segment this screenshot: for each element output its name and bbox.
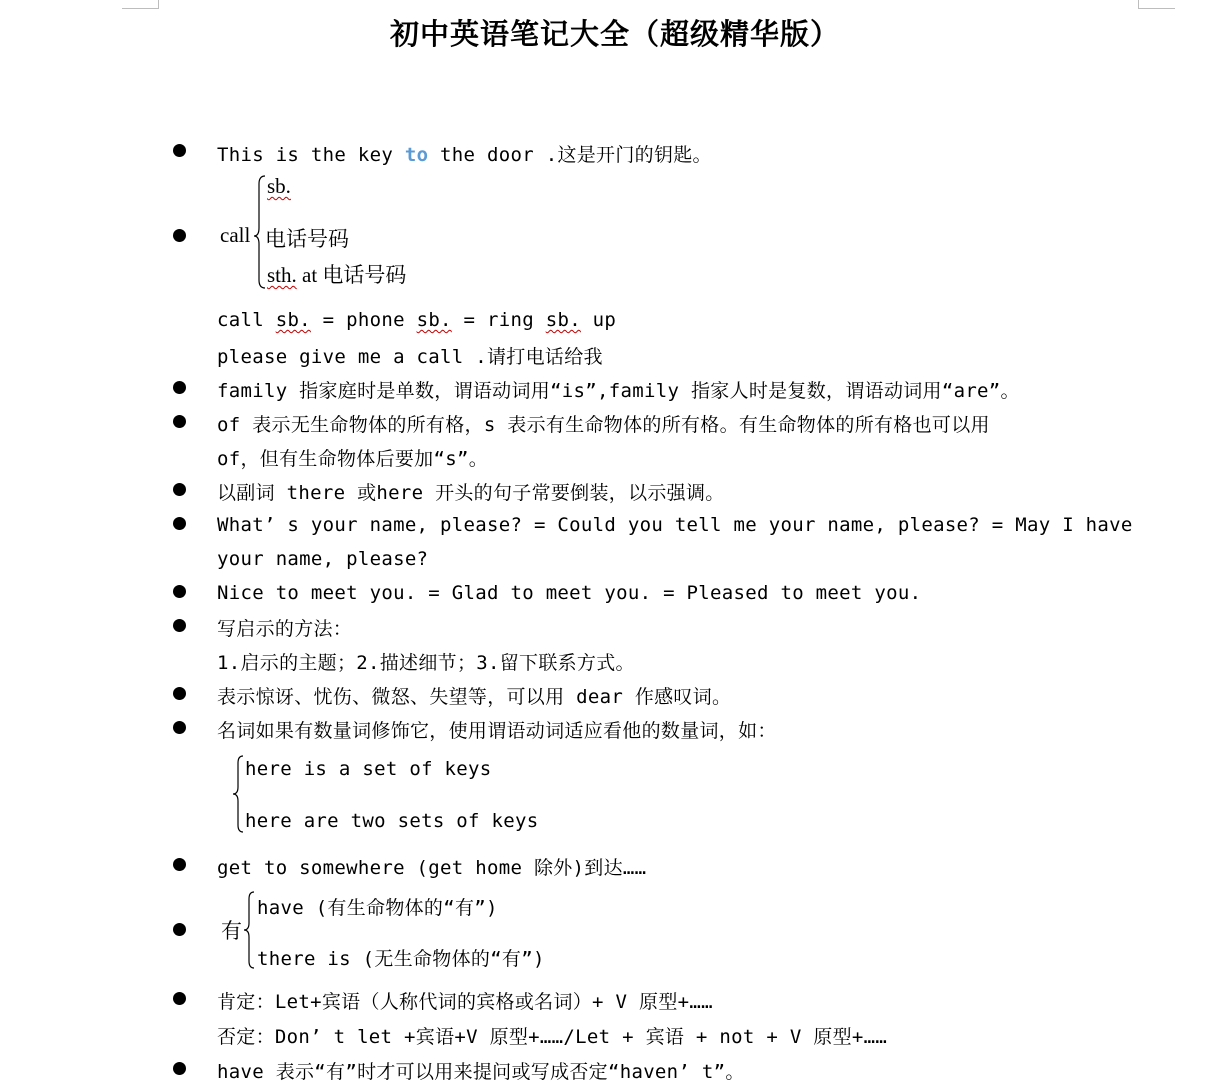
call-eq-text: = ring — [451, 309, 546, 331]
keys-example-plural: here are two sets of keys — [245, 810, 539, 832]
key-sentence-after: the door .这是开门的钥匙。 — [428, 144, 712, 166]
page-corner-mark-right — [1138, 0, 1175, 9]
keys-example-singular: here is a set of keys — [245, 758, 492, 780]
bullet — [173, 229, 186, 242]
bullet — [173, 687, 186, 700]
key-sentence — [217, 140, 712, 167]
key-sentence-highlight: to — [404, 144, 429, 166]
bullet — [173, 923, 186, 936]
call-option-sth-word: sth. — [267, 263, 297, 287]
bullet — [173, 858, 186, 871]
you-there-is: there is (无生命物体的“有”) — [257, 948, 545, 970]
page-corner-mark-left — [122, 0, 159, 9]
let-positive: 肯定：Let+宾语（人称代词的宾格或名词）+ V 原型+…… — [217, 991, 713, 1013]
call-equivalents — [217, 309, 616, 331]
bullet — [173, 992, 186, 1005]
you-brace — [244, 890, 256, 970]
document-title: 初中英语笔记大全（超级精华版） — [389, 17, 840, 51]
adverb-rule: 以副词 there 或here 开头的句子常要倒装，以示强调。 — [217, 482, 725, 504]
notice-steps: 1.启示的主题；2.描述细节；3.留下联系方式。 — [217, 652, 635, 674]
nice-to-meet: Nice to meet you. = Glad to meet you. = Pleased to meet you. — [217, 582, 922, 604]
please-call-line: please give me a call .请打电话给我 — [217, 346, 603, 368]
call-eq-sb: sb. — [545, 309, 581, 331]
bullet — [173, 483, 186, 496]
name-question-line2: your name, please? — [217, 548, 429, 570]
bullet — [173, 619, 186, 632]
notice-title: 写启示的方法： — [217, 618, 353, 640]
call-option-sth-rest: at 电话号码 — [296, 263, 407, 287]
let-negative: 否定：Don’ t let +宾语+V 原型+……/Let + 宾语 + not + V 原型+…… — [217, 1026, 888, 1048]
you-have: have (有生命物体的“有”) — [257, 897, 498, 919]
family-rule: family 指家庭时是单数，谓语动词用“is”,family 指家人时是复数，谓语动词用“are”。 — [217, 380, 1020, 402]
call-eq-text: = phone — [310, 309, 417, 331]
bullet — [173, 517, 186, 530]
call-eq-sb: sb. — [275, 309, 311, 331]
you-head: 有 — [221, 919, 242, 943]
have-rule: have 表示“有”时才可以用来提问或写成否定“haven’ t”。 — [217, 1061, 745, 1083]
call-eq-text: call — [217, 309, 276, 331]
dear-rule: 表示惊讶、忧伤、微怒、失望等，可以用 dear 作感叹词。 — [217, 686, 732, 708]
key-sentence-before: This is the key — [217, 144, 405, 166]
bullet — [173, 721, 186, 734]
keys-brace — [233, 754, 245, 834]
call-option-phone: 电话号码 — [265, 227, 349, 251]
call-head: call — [220, 223, 251, 247]
bullet — [173, 585, 186, 598]
get-to-rule: get to somewhere (get home 除外)到达…… — [217, 857, 647, 879]
bullet — [173, 144, 186, 157]
call-eq-sb: sb. — [416, 309, 452, 331]
call-option-sb: sb. — [267, 174, 291, 198]
bullet — [173, 381, 186, 394]
noun-rule: 名词如果有数量词修饰它，使用谓语动词适应看他的数量词，如： — [217, 720, 777, 742]
bullet — [173, 415, 186, 428]
of-rule-line2: of，但有生命物体后要加“s”。 — [217, 448, 488, 470]
call-option-sth — [267, 259, 406, 289]
of-rule-line1: of 表示无生命物体的所有格，s 表示有生命物体的所有格。有生命物体的所有格也可以用 — [217, 414, 990, 436]
call-eq-text: up — [580, 309, 617, 331]
name-question-line1: What’ s your name, please? = Could you tell me your name, please? = May I have — [217, 514, 1133, 536]
bullet — [173, 1062, 186, 1075]
